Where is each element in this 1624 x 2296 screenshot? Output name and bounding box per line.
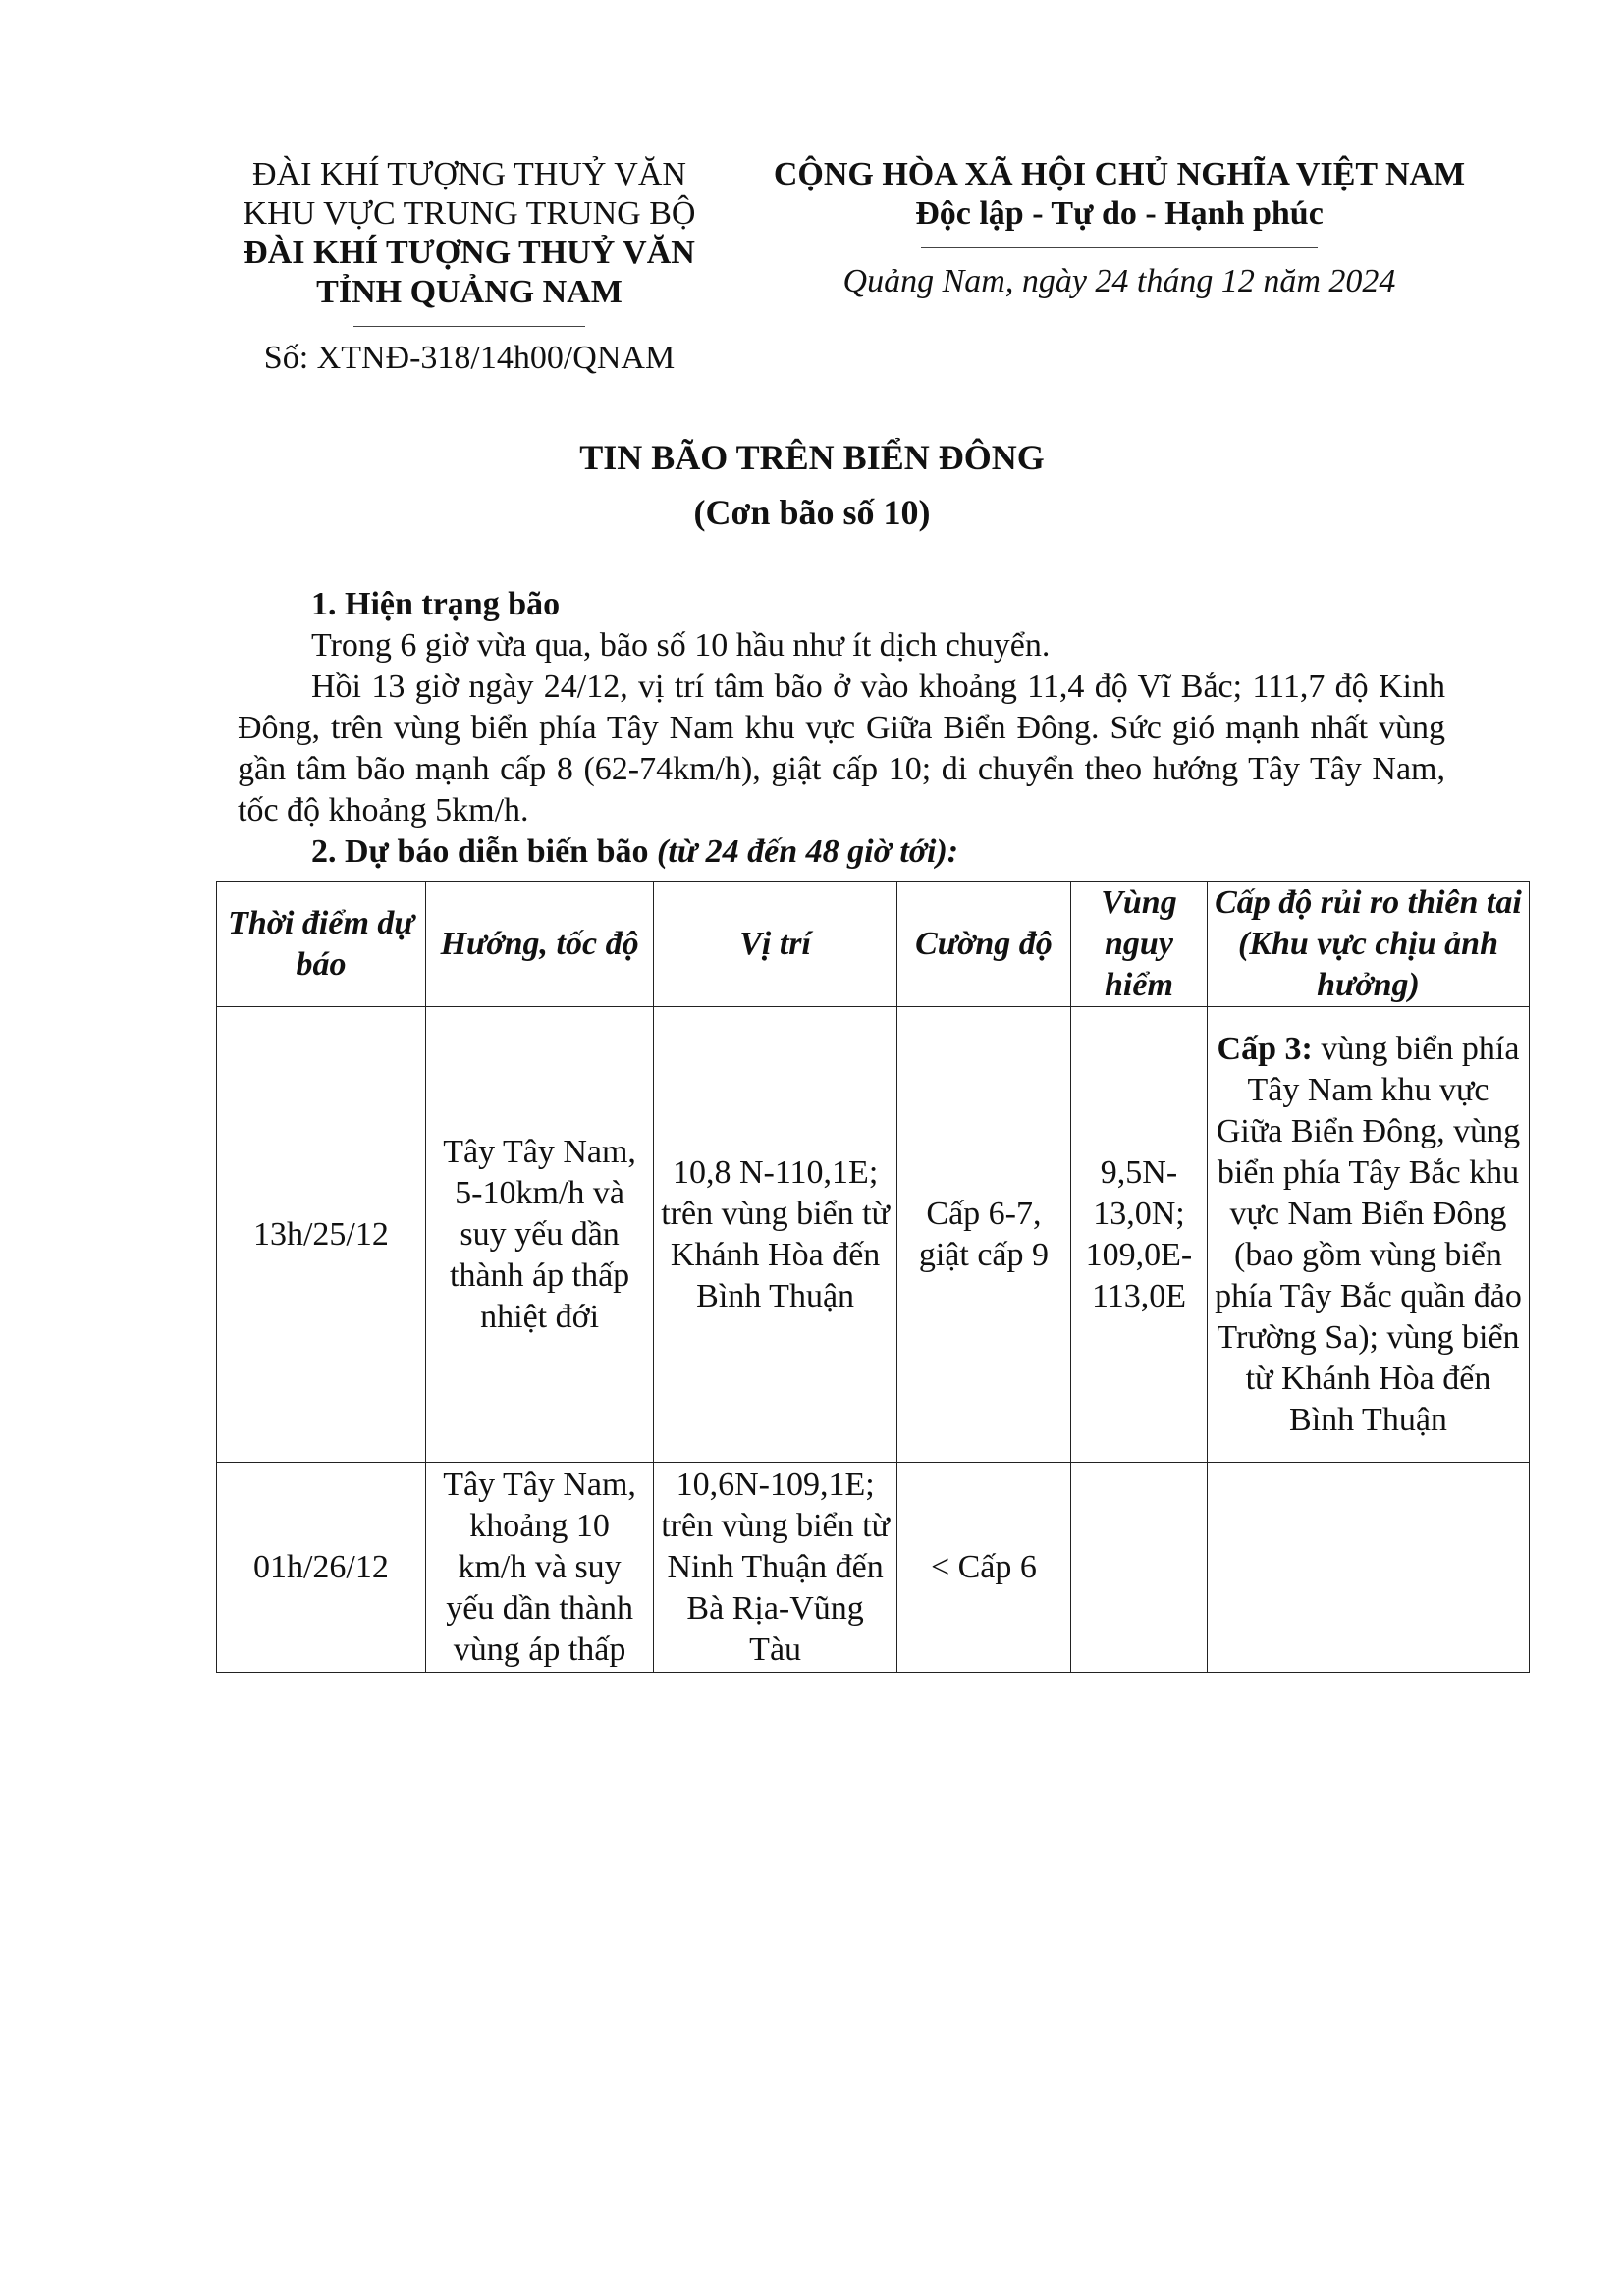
header-position: Vị trí	[654, 882, 897, 1007]
section2-heading-range: (từ 24 đến 48 giờ tới):	[657, 833, 959, 870]
section-current-status	[238, 584, 1445, 873]
agency-parent-line2: KHU VỰC TRUNG TRUNG BỘ	[243, 195, 696, 232]
motto-divider	[921, 247, 1318, 248]
cell-danger-zone: 9,5N-13,0N; 109,0E-113,0E	[1070, 1007, 1207, 1463]
header-forecast-time: Thời điểm dự báo	[217, 882, 426, 1007]
risk-level-areas: vùng biển phía Tây Nam khu vực Giữa Biển Đông, vùng biển phía Tây Bắc khu vực Nam Biển Đông (bao gồm vùng biển phía Tây Bắc quần đảo Trường Sa); vùng biển từ Khánh Hòa đến Bình Thuận	[1215, 1030, 1522, 1438]
cell-risk-level	[1207, 1463, 1529, 1673]
issue-date: Quảng Nam, ngày 24 tháng 12 năm 2024	[842, 263, 1396, 299]
cell-position: 10,6N-109,1E; trên vùng biển từ Ninh Thuận đến Bà Rịa-Vũng Tàu	[654, 1463, 897, 1673]
cell-intensity: Cấp 6-7, giật cấp 9	[896, 1007, 1070, 1463]
national-motto: Độc lập - Tự do - Hạnh phúc	[915, 195, 1324, 232]
document-title: TIN BÃO TRÊN BIỂN ĐÔNG	[579, 438, 1045, 477]
table-row	[217, 1007, 1530, 1463]
cell-time: 13h/25/12	[217, 1007, 426, 1463]
cell-direction: Tây Tây Nam, 5-10km/h và suy yếu dần thành áp thấp nhiệt đới	[425, 1007, 653, 1463]
cell-direction: Tây Tây Nam, khoảng 10 km/h và suy yếu dần thành vùng áp thấp	[425, 1463, 653, 1673]
header-direction-speed: Hướng, tốc độ	[425, 882, 653, 1007]
agency-name-line2: TỈNH QUẢNG NAM	[316, 274, 623, 310]
section2-heading	[238, 831, 1445, 873]
agency-divider	[353, 326, 585, 327]
cell-time: 01h/26/12	[217, 1463, 426, 1673]
cell-danger-zone	[1070, 1463, 1207, 1673]
document-subtitle: (Cơn bão số 10)	[693, 493, 931, 532]
table-header-row	[217, 882, 1530, 1007]
country-name: CỘNG HÒA XÃ HỘI CHỦ NGHĨA VIỆT NAM	[773, 156, 1466, 192]
header-intensity: Cường độ	[896, 882, 1070, 1007]
national-motto-block	[727, 155, 1512, 301]
forecast-table	[216, 881, 1530, 1673]
section2-heading-text: 2. Dự báo diễn biến bão	[311, 833, 649, 870]
table-row	[217, 1463, 1530, 1673]
section1-heading: 1. Hiện trạng bão	[311, 586, 561, 622]
section1-paragraph1: Trong 6 giờ vừa qua, bão số 10 hầu như ít dịch chuyển.	[311, 627, 1051, 664]
cell-position: 10,8 N-110,1E; trên vùng biển từ Khánh Hòa đến Bình Thuận	[654, 1007, 897, 1463]
issuing-agency-block	[214, 155, 725, 378]
header-danger-zone: Vùng nguy hiểm	[1070, 882, 1207, 1007]
agency-parent-line1: ĐÀI KHÍ TƯỢNG THUỶ VĂN	[252, 156, 686, 192]
cell-risk-level	[1207, 1007, 1529, 1463]
header-risk-level: Cấp độ rủi ro thiên tai (Khu vực chịu ảnh hưởng)	[1207, 882, 1529, 1007]
risk-level-label: Cấp 3:	[1217, 1030, 1313, 1067]
agency-name-line1: ĐÀI KHÍ TƯỢNG THUỶ VĂN	[244, 235, 695, 271]
section1-paragraph2: Hồi 13 giờ ngày 24/12, vị trí tâm bão ở vào khoảng 11,4 độ Vĩ Bắc; 111,7 độ Kinh Đông, trên vùng biển phía Tây Nam khu vực Giữa Biển Đông. Sức gió mạnh nhất vùng gần tâm bão mạnh cấp 8 (62-74km/h), giật cấp 10; di chuyển theo hướng Tây Tây Nam, tốc độ khoảng 5km/h.	[238, 668, 1445, 828]
cell-intensity: < Cấp 6	[896, 1463, 1070, 1673]
document-number: Số: XTNĐ-318/14h00/QNAM	[263, 340, 676, 376]
